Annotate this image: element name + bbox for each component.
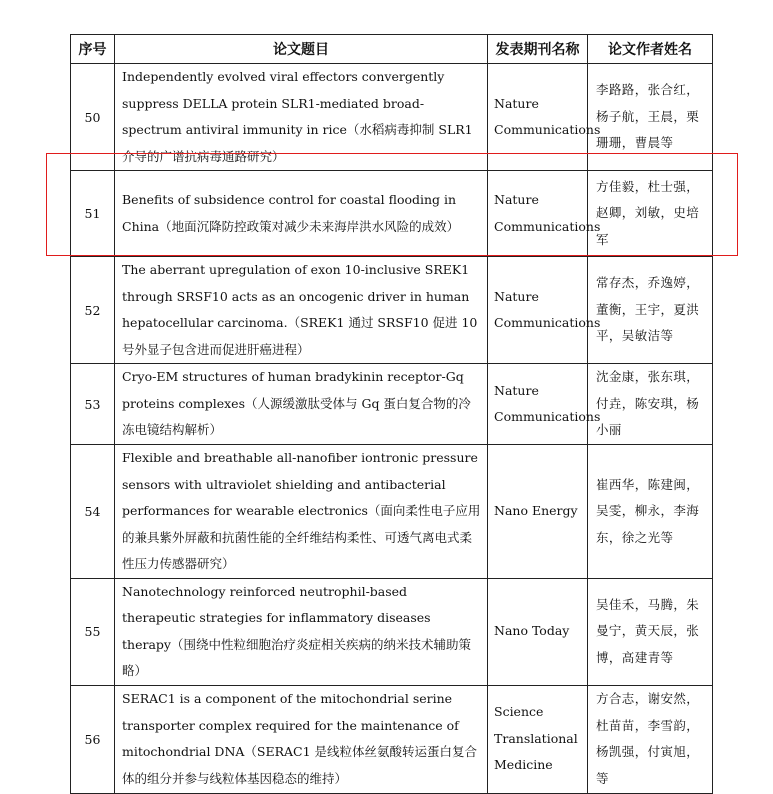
table-row bbox=[71, 257, 713, 364]
author-list: 崔西华，陈建闽，吴雯，柳永，李海东，徐之光等 bbox=[588, 445, 713, 579]
header-journal: 发表期刊名称 bbox=[488, 35, 588, 64]
header-row bbox=[71, 35, 713, 64]
author-list: 吴佳禾，马腾，朱曼宁，黄天辰，张博，高建青等 bbox=[588, 578, 713, 685]
row-number: 51 bbox=[71, 171, 115, 257]
author-list: 方佳毅，杜士强，赵卿，刘敏，史培军 bbox=[588, 171, 713, 257]
paper-title: SERAC1 is a component of the mitochondrial serine transporter complex required for the maintenance of mitochondrial DNA（SERAC1 是线粒体丝氨酸转运蛋白复合体的组分并参与线粒体基因稳态的维持） bbox=[115, 685, 488, 793]
header-number: 序号 bbox=[71, 35, 115, 64]
journal-name: Nature Communications bbox=[488, 257, 588, 364]
journal-name: Nature Communications bbox=[488, 171, 588, 257]
author-list: 李路路，张合红，杨子航，王晨，栗珊珊，曹晨等 bbox=[588, 64, 713, 171]
paper-title: Flexible and breathable all-nanofiber iontronic pressure sensors with ultraviolet shielding and antibacterial performances for wearable electronics（面向柔性电子应用的兼具紫外屏蔽和抗菌性能的全纤维结构柔性、可透气离电式柔性压力传感器研究） bbox=[115, 445, 488, 579]
author-list: 常存杰，乔逸婷，董衡，王宇，夏洪平，吴敏洁等 bbox=[588, 257, 713, 364]
paper-title: Benefits of subsidence control for coastal flooding in China（地面沉降防控政策对减少未来海岸洪水风险的成效） bbox=[115, 171, 488, 257]
table-row bbox=[71, 685, 713, 793]
row-number: 53 bbox=[71, 364, 115, 445]
author-list: 方合志，谢安然，杜苗苗，李雪韵，杨凯强，付寅旭，等 bbox=[588, 685, 713, 793]
row-number: 50 bbox=[71, 64, 115, 171]
row-number: 56 bbox=[71, 685, 115, 793]
journal-name: Science Translational Medicine bbox=[488, 685, 588, 793]
row-number: 52 bbox=[71, 257, 115, 364]
table-row bbox=[71, 578, 713, 685]
row-number: 54 bbox=[71, 445, 115, 579]
journal-name: Nature Communications bbox=[488, 364, 588, 445]
header-authors: 论文作者姓名 bbox=[588, 35, 713, 64]
journal-name: Nature Communications bbox=[488, 64, 588, 171]
papers-table bbox=[70, 34, 713, 794]
paper-title: The aberrant upregulation of exon 10-inclusive SREK1 through SRSF10 acts as an oncogenic driver in human hepatocellular carcinoma.（SREK1 通过 SRSF10 促进 10 号外显子包含进而促进肝癌进程） bbox=[115, 257, 488, 364]
table-row bbox=[71, 64, 713, 171]
journal-name: Nano Energy bbox=[488, 445, 588, 579]
journal-name: Nano Today bbox=[488, 578, 588, 685]
row-number: 55 bbox=[71, 578, 115, 685]
table-row bbox=[71, 171, 713, 257]
table-row bbox=[71, 445, 713, 579]
paper-title: Nanotechnology reinforced neutrophil-based therapeutic strategies for inflammatory diseases therapy（围绕中性粒细胞治疗炎症相关疾病的纳米技术辅助策略） bbox=[115, 578, 488, 685]
header-title: 论文题目 bbox=[115, 35, 488, 64]
paper-title: Cryo-EM structures of human bradykinin receptor-Gq proteins complexes（人源缓激肽受体与 Gq 蛋白复合物的冷冻电镜结构解析） bbox=[115, 364, 488, 445]
table-row bbox=[71, 364, 713, 445]
author-list: 沈金康，张东琪，付垚，陈安琪，杨小丽 bbox=[588, 364, 713, 445]
paper-title: Independently evolved viral effectors convergently suppress DELLA protein SLR1-mediated broad-spectrum antiviral immunity in rice（水稻病毒抑制 SLR1 介导的广谱抗病毒通路研究） bbox=[115, 64, 488, 171]
